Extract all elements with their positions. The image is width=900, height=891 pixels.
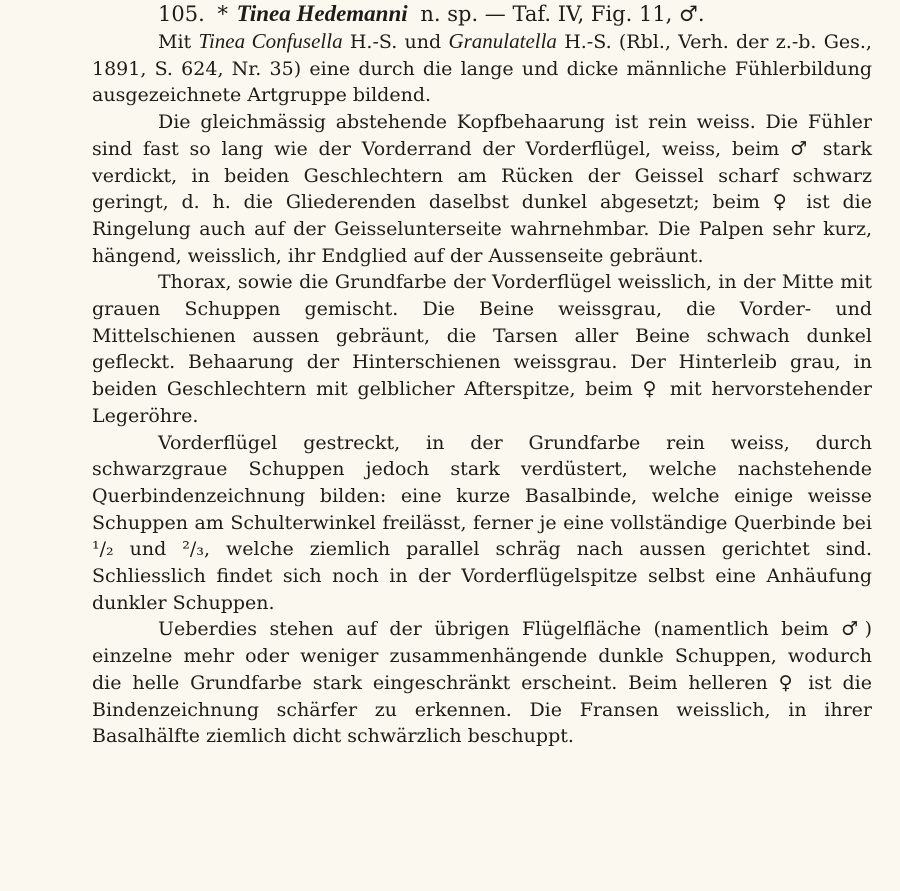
species-reference: n. sp. — Taf. IV, Fig. 11, ♂. (420, 2, 705, 26)
species-entry-heading (92, 0, 872, 28)
related-species-name: Tinea Confusella (198, 29, 343, 53)
species-name: Tinea Hedemanni (236, 1, 408, 26)
new-species-marker: * (217, 2, 228, 26)
paragraph-wing-surface: Ueberdies stehen auf der übrigen Flügelfläche (namentlich beim ♂) einzelne mehr oder weniger zusammenhängende dunkle Schuppen, wodurch die helle Grundfarbe stark eingeschränkt erscheint. Beim helleren ♀ ist die Bindenzeichnung schärfer zu erkennen. Die Fransen weisslich, in ihrer Basalhälfte ziemlich dicht schwärzlich beschuppt. (92, 618, 872, 748)
paragraph-text: H.-S. und (342, 31, 449, 53)
paragraph-text: H.-S. (Rbl., Verh. der z.-b. Ges., 1891, S. 624, Nr. 35) eine durch die lange und dicke männliche Fühlerbildung ausgezeichnete Artgruppe bildend. (92, 31, 872, 107)
paragraph-text: Mit (158, 31, 199, 53)
related-species-name: Granulatella (448, 29, 557, 53)
paragraph-group (92, 28, 872, 109)
paragraph-head-antennae: Die gleichmässig abstehende Kopfbehaarung ist rein weiss. Die Fühler sind fast so lang wie der Vorderrand der Vorderflügel, weiss, beim ♂ stark verdickt, in beiden Geschlechtern am Rücken der Geissel scharf schwarz geringt, d. h. die Gliederenden daselbst dunkel abgesetzt; beim ♀ ist die Ringelung auch auf der Geisselunterseite wahrnehmbar. Die Palpen sehr kurz, hängend, weisslich, ihr Endglied auf der Aussenseite gebräunt. (92, 111, 872, 267)
paragraph-thorax-legs: Thorax, sowie die Grundfarbe der Vorderflügel weisslich, in der Mitte mit grauen Schuppen gemischt. Die Beine weissgrau, die Vorder- und Mittelschienen aussen gebräunt, die Tarsen aller Beine schwach dunkel gefleckt. Behaarung der Hinterschienen weissgrau. Der Hinterleib grau, in beiden Geschlechtern mit gelblicher Afterspitze, beim ♀ mit hervorstehender Legeröhre. (92, 271, 872, 427)
paragraph-forewing: Vorderflügel gestreckt, in der Grundfarbe rein weiss, durch schwarzgraue Schuppen jedoch stark verdüstert, welche nachstehende Querbindenzeichnung bilden: eine kurze Basalbinde, welche einige weisse Schuppen am Schulterwinkel freilässt, ferner je eine vollständige Querbinde bei ¹/₂ und ²/₃, welche ziemlich parallel schräg nach aussen gerichtet sind. Schliesslich findet sich noch in der Vorderflügelspitze selbst eine Anhäufung dunkler Schuppen. (92, 431, 872, 614)
entry-number: 105. (158, 2, 205, 26)
